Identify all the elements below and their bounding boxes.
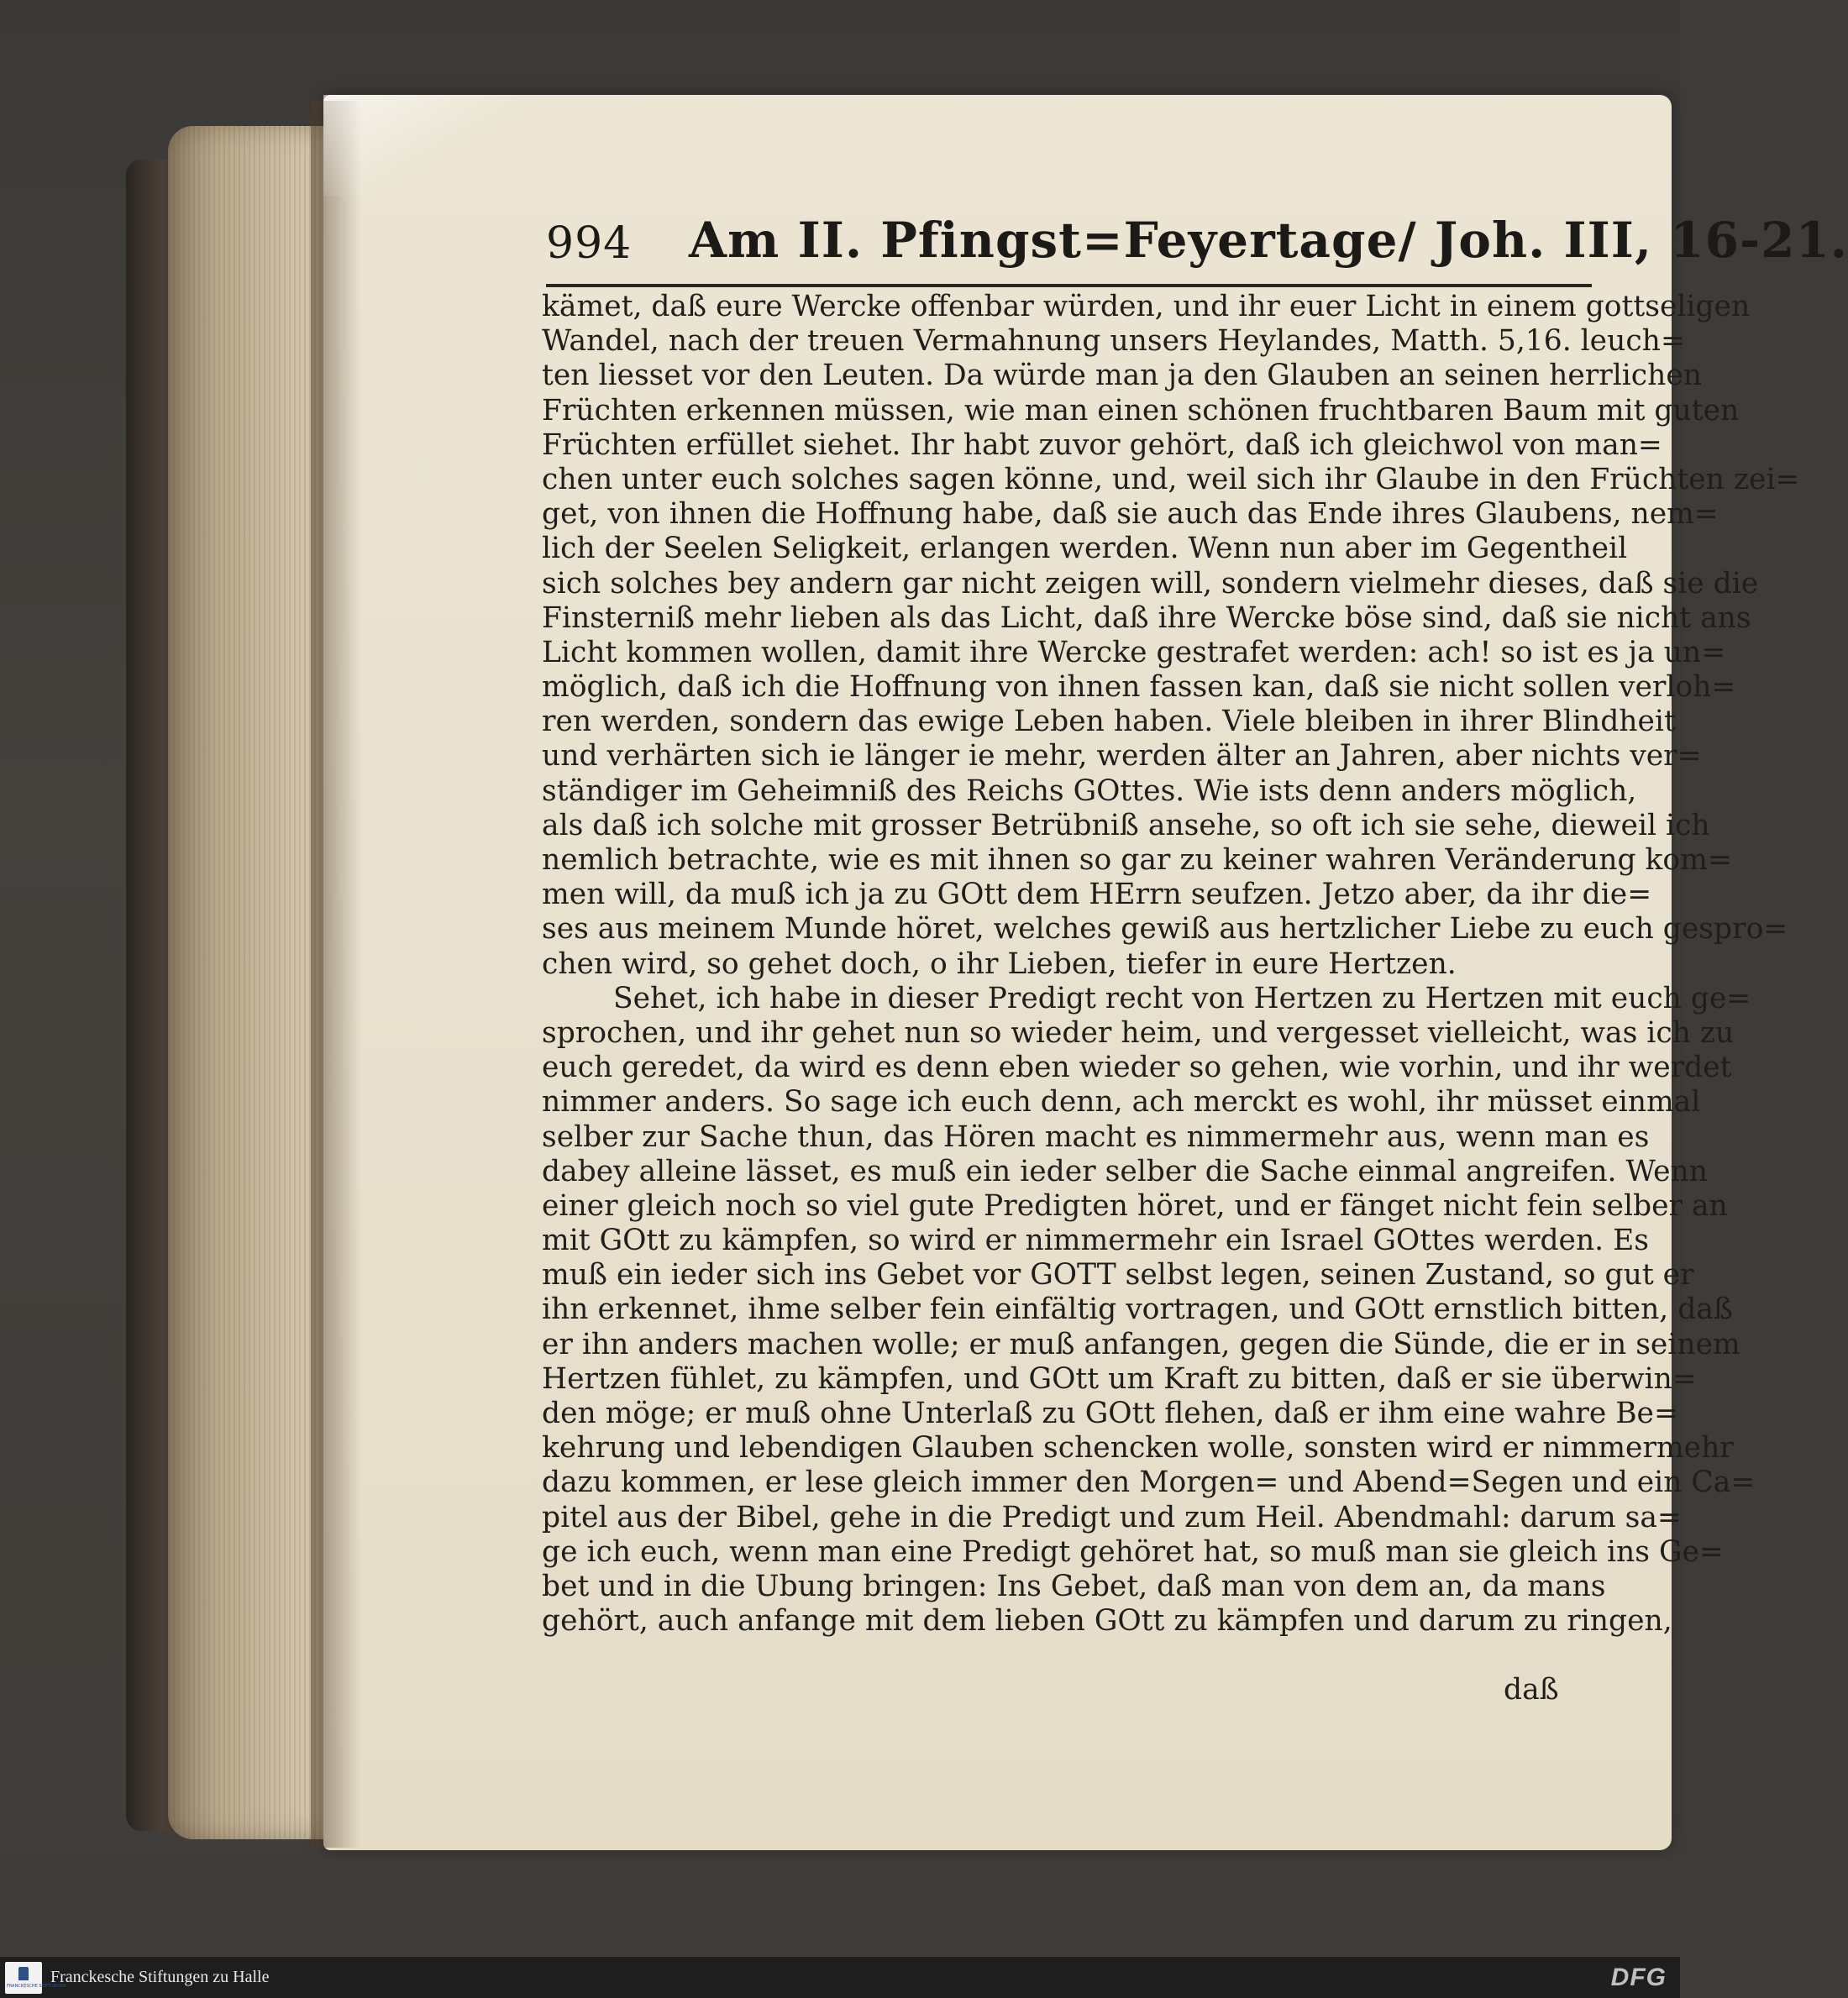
text-line: und verhärten sich ie länger ie mehr, werden älter an Jahren, aber nichts ver= <box>542 739 1702 774</box>
institution-name: Franckesche Stiftungen zu Halle <box>50 1968 270 1986</box>
text-line: gehört, auch anfange mit dem lieben GOtt zu kämpfen und darum zu ringen, <box>542 1604 1672 1639</box>
text-line: kämet, daß eure Wercke offenbar würden, und ihr euer Licht in einem gottseligen <box>542 290 1751 323</box>
page-header <box>546 212 1848 279</box>
text-line: Hertzen fühlet, zu kämpfen, und GOtt um Kraft zu bitten, daß er sie überwin= <box>542 1361 1697 1396</box>
text-line: muß ein ieder sich ins Gebet vor GOTT selbst legen, seinen Zustand, so gut er <box>542 1258 1694 1293</box>
text-line: dazu kommen, er lese gleich immer den Morgen= und Abend=Segen und ein Ca= <box>542 1466 1756 1500</box>
text-line: ten liesset vor den Leuten. Da würde man ja den Glauben an seinen herrlichen <box>542 359 1702 393</box>
body-text <box>542 290 1800 1639</box>
text-line: er ihn anders machen wolle; er muß anfangen, gegen die Sünde, die er in seinem <box>542 1327 1740 1361</box>
dfg-logo[interactable]: DFG <box>1610 1964 1667 1991</box>
text-line: einer gleich noch so viel gute Predigten höret, und er fänget nicht fein selber an <box>542 1188 1728 1223</box>
text-line: möglich, daß ich die Hoffnung von ihnen fassen kan, daß sie nicht sollen verloh= <box>542 670 1736 705</box>
text-line: Früchten erfüllet siehet. Ihr habt zuvor gehört, daß ich gleichwol von man= <box>542 427 1662 462</box>
text-line: Früchten erkennen müssen, wie man einen schönen fruchtbaren Baum mit guten <box>542 393 1740 427</box>
header-rule <box>546 284 1592 287</box>
text-line: pitel aus der Bibel, gehe in die Predigt und zum Heil. Abendmahl: darum sa= <box>542 1500 1682 1534</box>
logo-text: FRANCKESCHE STIFTUNGEN <box>7 1984 66 1989</box>
text-line: sprochen, und ihr gehet nun so wieder heim, und vergesset vielleicht, was ich zu <box>542 1015 1735 1050</box>
text-line: ren werden, sondern das ewige Leben haben. Viele bleiben in ihrer Blindheit <box>542 705 1676 739</box>
text-line: Licht kommen wollen, damit ihre Wercke gestrafet werden: ach! so ist es ja un= <box>542 635 1726 669</box>
text-line: nimmer anders. So sage ich euch denn, ach merckt es wohl, ihr müsset einmal <box>542 1085 1701 1120</box>
running-title: Am II. Pfingst=Feyertage/ Joh. III, 16-21. <box>689 212 1848 269</box>
text-line: euch geredet, da wird es denn eben wieder so gehen, wie vorhin, und ihr werdet <box>542 1051 1732 1085</box>
text-line: lich der Seelen Seligkeit, erlangen werden. Wenn nun aber im Gegentheil <box>542 532 1628 566</box>
text-line: den möge; er muß ohne Unterlaß zu GOtt flehen, daß er ihm eine wahre Be= <box>542 1397 1678 1430</box>
text-line: chen wird, so gehet doch, o ihr Lieben, tiefer in eure Hertzen. <box>542 947 1457 981</box>
text-line: sich solches bey andern gar nicht zeigen will, sondern vielmehr dieses, daß sie die <box>542 566 1759 600</box>
text-line: ihn erkennet, ihme selber fein einfältig vortragen, und GOtt ernstlich bitten, daß <box>542 1293 1733 1327</box>
logo-mark-icon <box>18 1967 29 1980</box>
footer-bar <box>0 1957 1680 1998</box>
page-number: 994 <box>546 218 633 269</box>
text-line: als daß ich solche mit grosser Betrübniß ansehe, so oft ich sie sehe, dieweil ich <box>542 808 1710 842</box>
text-line: Finsterniß mehr lieben als das Licht, daß ihre Wercke böse sind, daß sie nicht ans <box>542 600 1751 635</box>
text-line: mit GOtt zu kämpfen, so wird er nimmermehr ein Israel GOttes werden. Es <box>542 1224 1650 1258</box>
text-line: ständiger im Geheimniß des Reichs GOttes. Wie ists denn anders möglich, <box>542 774 1637 808</box>
text-line: bet und in die Ubung bringen: Ins Gebet, daß man von dem an, da mans <box>542 1569 1606 1603</box>
text-line: nemlich betrachte, wie es mit ihnen so gar zu keiner wahren Veränderung kom= <box>542 843 1732 877</box>
text-line: Wandel, nach der treuen Vermahnung unsers Heylandes, Matth. 5,16. leuch= <box>542 324 1685 359</box>
text-line: selber zur Sache thun, das Hören macht es nimmermehr aus, wenn man es <box>542 1120 1650 1154</box>
text-line: dabey alleine lässet, es muß ein ieder selber die Sache einmal angreifen. Wenn <box>542 1154 1708 1188</box>
text-line: ses aus meinem Munde höret, welches gewiß aus hertzlicher Liebe zu euch gespro= <box>542 912 1788 947</box>
text-line: kehrung und lebendigen Glauben schencken wolle, sonsten wird er nimmermehr <box>542 1431 1734 1466</box>
text-line: chen unter euch solches sagen könne, und, weil sich ihr Glaube in den Früchten zei= <box>542 462 1800 496</box>
text-line: ge ich euch, wenn man eine Predigt gehöret hat, so muß man sie gleich ins Ge= <box>542 1534 1724 1569</box>
text-line: men will, da muß ich ja zu GOtt dem HErrn seufzen. Jetzo aber, da ihr die= <box>542 878 1652 912</box>
institution-logo-icon[interactable] <box>5 1962 66 1994</box>
catchword: daß <box>1504 1673 1559 1707</box>
gutter-shadow <box>311 101 361 1848</box>
text-line: get, von ihnen die Hoffnung habe, daß sie auch das Ende ihres Glaubens, nem= <box>542 497 1719 532</box>
text-line: Sehet, ich habe in dieser Predigt recht von Hertzen zu Hertzen mit euch ge= <box>613 981 1751 1015</box>
